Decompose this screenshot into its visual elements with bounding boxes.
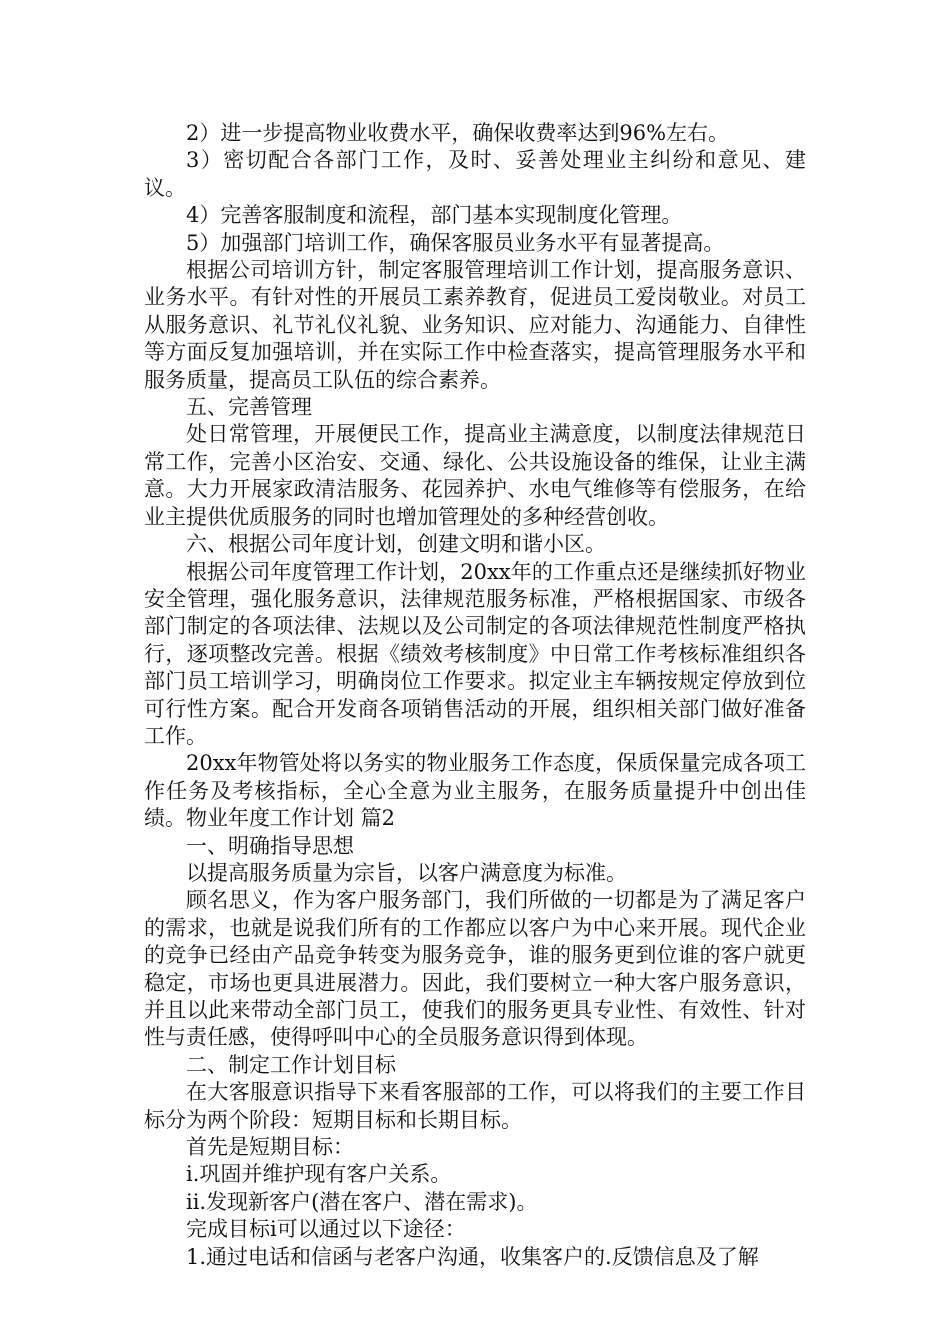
section-heading: 二、制定工作计划目标 xyxy=(186,1052,396,1077)
paragraph: 根据公司年度管理工作计划，20xx年的工作重点还是继续抓好物业安全管理，强化服务意识，法律规范服务标准，严格根据国家、市级各部门制定的各项法律、法规以及公司制定的各项法律规范性制度严格执行，逐项整改完善。根据《绩效考核制度》中日常工作考核标准组织各部门员工培训学习，明确岗位工作要求。拟定业主车辆按规定停放到位可行性方案。配合开发商各项销售活动的开展，组织相关部门做好准备工作。 xyxy=(144,559,806,748)
document-body xyxy=(144,120,806,1271)
paragraph: 顾名思义，作为客户服务部门，我们所做的一切都是为了满足客户的需求，也就是说我们所有的工作都应以客户为中心来开展。现代企业的竞争已经由产品竞争转变为服务竞争，谁的服务更到位谁的客户就更稳定，市场也更具进展潜力。因此，我们要树立一种大客户服务意识，并且以此来带动全部门员工，使我们的服务更具专业性、有效性、针对性与责任感，使得呼叫中心的全员服务意识得到体现。 xyxy=(144,888,806,1050)
list-item: ii.发现新客户(潜在客户、潜在需求)。 xyxy=(186,1189,538,1214)
section-heading: 一、明确指导思想 xyxy=(186,833,354,858)
paragraph: 3）密切配合各部门工作，及时、妥善处理业主纠纷和意见、建议。 xyxy=(144,148,806,200)
paragraph: 处日常管理，开展便民工作，提高业主满意度，以制度法律规范日常工作，完善小区治安、交通、绿化、公共设施设备的维保，让业主满意。大力开展家政清洁服务、花园养护、水电气维修等有偿服务，在给业主提供优质服务的同时也增加管理处的多种经营创收。 xyxy=(144,422,806,529)
paragraph: 在大客服意识指导下来看客服部的工作，可以将我们的主要工作目标分为两个阶段：短期目标和长期目标。 xyxy=(144,1080,806,1132)
paragraph: 20xx年物管处将以务实的物业服务工作态度，保质保量完成各项工作任务及考核指标，全心全意为业主服务，在服务质量提升中创出佳绩。物业年度工作计划 篇2 xyxy=(144,751,806,831)
list-item: i.巩固并维护现有客户关系。 xyxy=(186,1162,452,1187)
paragraph: 首先是短期目标： xyxy=(186,1135,354,1160)
paragraph: 以提高服务质量为宗旨，以客户满意度为标准。 xyxy=(186,860,627,885)
section-heading: 五、完善管理 xyxy=(186,395,312,420)
paragraph: 2）进一步提高物业收费水平，确保收费率达到96%左右。 xyxy=(186,121,730,145)
section-heading: 六、根据公司年度计划，创建文明和谐小区。 xyxy=(186,532,606,557)
paragraph: 根据公司培训方针，制定客服管理培训工作计划，提高服务意识、业务水平。有针对性的开展员工素养教育，促进员工爱岗敬业。对员工从服务意识、礼节礼仪礼貌、业务知识、应对能力、沟通能力、自律性等方面反复加强培训，并在实际工作中检查落实，提高管理服务水平和服务质量，提高员工队伍的综合素养。 xyxy=(144,258,806,392)
paragraph: 4）完善客服制度和流程，部门基本实现制度化管理。 xyxy=(186,203,683,228)
paragraph: 完成目标i可以通过以下途径： xyxy=(186,1217,466,1242)
list-item: 1.通过电话和信函与老客户沟通，收集客户的.反馈信息及了解 xyxy=(186,1244,759,1269)
paragraph: 5）加强部门培训工作，确保客服员业务水平有显著提高。 xyxy=(186,230,725,255)
